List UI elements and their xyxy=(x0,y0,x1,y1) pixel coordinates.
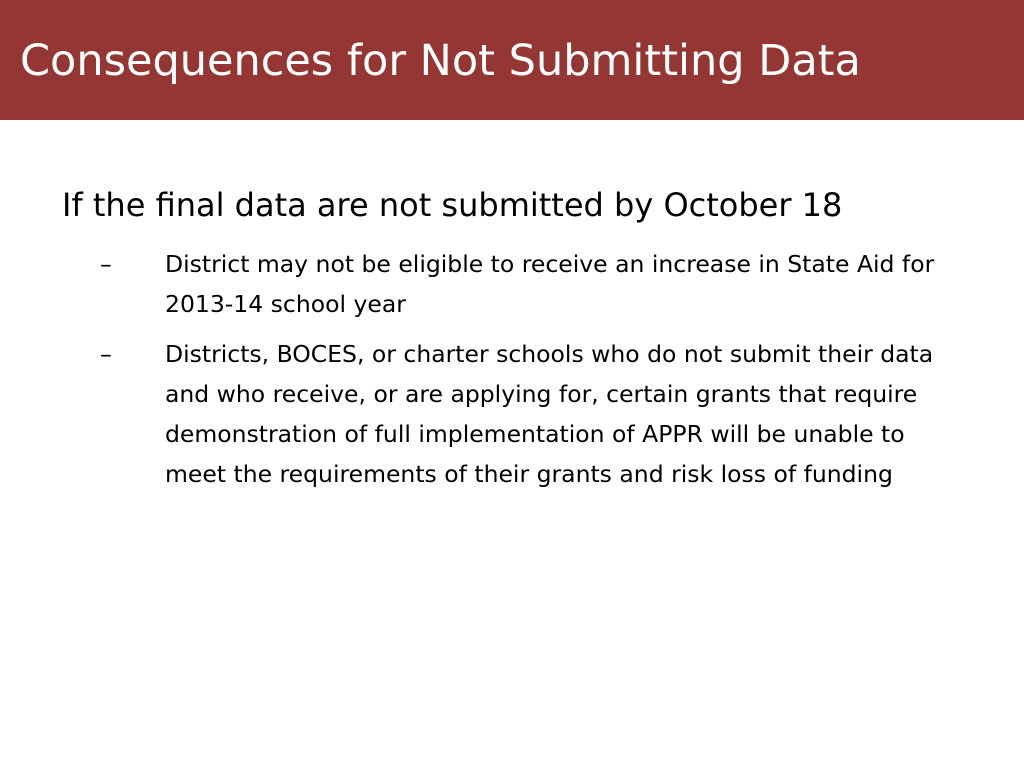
main-point: If the final data are not submitted by October 18 xyxy=(62,186,843,224)
dash-bullet-icon: – xyxy=(100,340,112,368)
slide-title: Consequences for Not Submitting Data xyxy=(20,36,861,86)
sub-point-text: Districts, BOCES, or charter schools who do not submit their data and who receive, or are applying for, certain grants that require demonstration of full implementation of APPR will be unable to meet the requirements of their grants and risk loss of funding xyxy=(165,340,934,488)
sub-point-list xyxy=(100,244,980,504)
sub-point-grant-funding xyxy=(100,334,980,494)
sub-point-text: District may not be eligible to receive an increase in State Aid for 2013-14 school year xyxy=(165,250,935,318)
dash-bullet-icon: – xyxy=(100,250,112,278)
title-bar xyxy=(0,0,1024,120)
sub-point-state-aid xyxy=(100,244,980,324)
